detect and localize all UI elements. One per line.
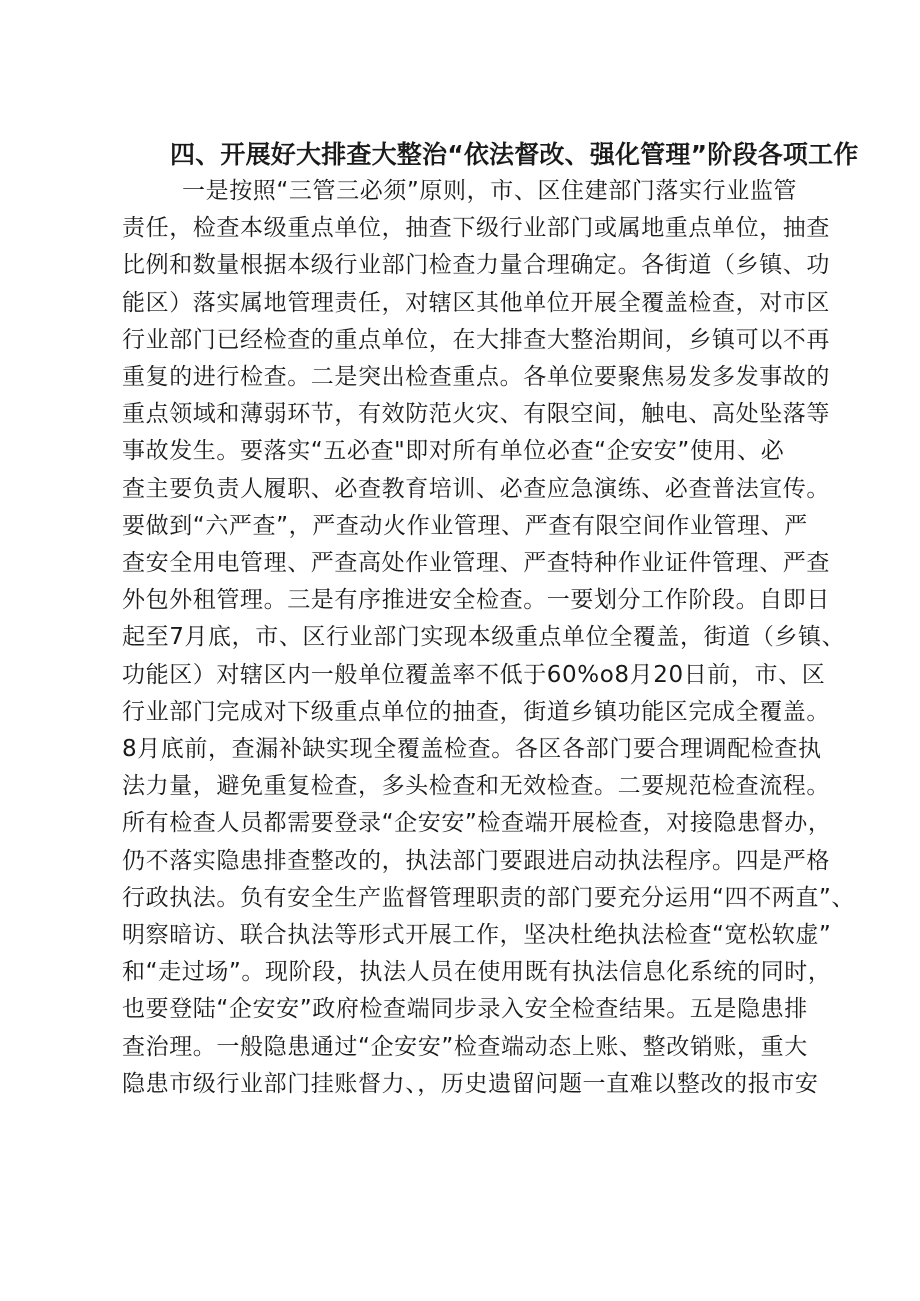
body-line: 和“走过场”。现阶段，执法人员在使用既有执法信息化系统的同时， [122, 959, 832, 986]
body-line: 仍不落实隐患排查整改的，执法部门要跟进启动执法程序。四是严格 [122, 847, 830, 874]
body-line: 比例和数量根据本级行业部门检查力量合理确定。各街道（乡镇、功 [122, 252, 830, 279]
body-line: 一是按照“三管三必须”原则，市、区住建部门落实行业监管 [182, 178, 798, 204]
body-line: 查治理。一般隐患通过“企安安”检查端动态上账、整改销账，重大 [122, 1033, 808, 1060]
body-line: 起至7月底，市、区行业部门实现本级重点单位全覆盖，街道（乡镇、 [122, 624, 846, 651]
body-line: 行业部门完成对下级重点单位的抽查，街道乡镇功能区完成全覆盖。 [122, 698, 830, 725]
body-line: 能区）落实属地管理责任，对辖区其他单位开展全覆盖检查，对市区 [122, 289, 830, 316]
body-line: 责任，检查本级重点单位，抽查下级行业部门或属地重点单位，抽查 [122, 215, 830, 242]
section-heading: 四、开展好大排查大整治“依法督改、强化管理”阶段各项工作 [170, 140, 859, 169]
body-line: 功能区）对辖区内一般单位覆盖率不低于60%o8月20日前，市、区 [122, 661, 826, 688]
body-line: 行业部门已经检查的重点单位，在大排查大整治期间，乡镇可以不再 [122, 326, 830, 353]
body-line: 隐患市级行业部门挂账督力、，历史遗留问题一直难以整改的报市安 [122, 1070, 819, 1097]
body-line: 要做到“六严查”，严查动火作业管理、严查有限空间作业管理、严 [122, 512, 808, 539]
body-line: 事故发生。要落实“五必查"即对所有单位必查“企安安”使用、必 [122, 438, 785, 465]
body-line: 8月底前，查漏补缺实现全覆盖检查。各区各部门要合理调配检查执 [122, 736, 822, 762]
body-line: 查主要负责人履职、必查教育培训、必查应急演练、必查普法宣传。 [122, 475, 830, 502]
body-line: 所有检查人员都需要登录“企安安”检查端开展检查，对接隐患督办， [122, 810, 832, 837]
body-line: 外包外租管理。三是有序推进安全检查。一要划分工作阶段。自即日 [122, 587, 830, 614]
body-line: 法力量，避免重复检查，多头检查和无效检查。二要规范检查流程。 [122, 773, 830, 800]
body-line: 也要登陆“企安安”政府检查端同步录入安全检查结果。五是隐患排 [122, 996, 808, 1023]
body-line: 查安全用电管理、严查高处作业管理、严查特种作业证件管理、严查 [122, 550, 830, 576]
body-line: 行政执法。负有安全生产监督管理职责的部门要充分运用“四不两直”、 [122, 884, 856, 911]
body-line: 重点领域和薄弱环节，有效防范火灾、有限空间，触电、高处坠落等 [122, 401, 830, 428]
body-line: 重复的进行检查。二是突出检查重点。各单位要聚焦易发多发事故的 [122, 364, 830, 390]
body-line: 明察暗访、联合执法等形式开展工作，坚决杜绝执法检查“宽松软虚” [122, 922, 832, 948]
